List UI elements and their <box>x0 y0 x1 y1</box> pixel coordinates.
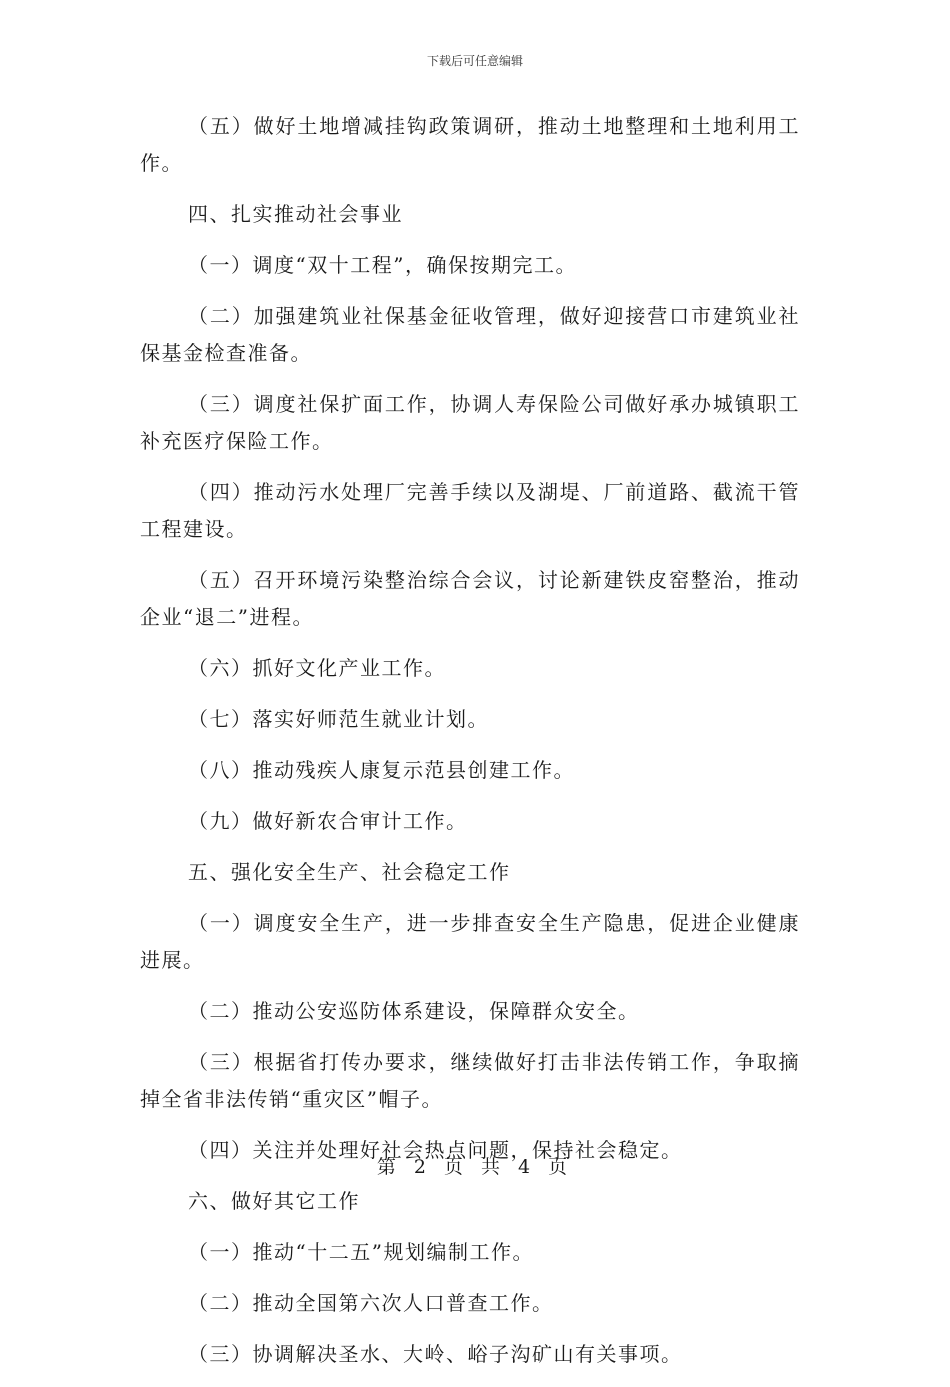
paragraph: （一）调度“双十工程”，确保按期完工。 <box>188 253 577 277</box>
section-heading: 六、做好其它工作 <box>188 1189 360 1213</box>
paragraph: （二）推动全国第六次人口普查工作。 <box>188 1291 554 1315</box>
paragraph: （一）推动“十二五”规划编制工作。 <box>188 1240 534 1264</box>
document-body <box>140 108 800 1387</box>
paragraph: （三）根据省打传办要求，继续做好打击非法传销工作，争取摘掉全省非法传销“重灾区”帽子。 <box>140 1050 800 1111</box>
page-footer: 第 2 页 共 4 页 <box>376 1156 574 1178</box>
paragraph: （二）加强建筑业社保基金征收管理，做好迎接营口市建筑业社保基金检查准备。 <box>140 304 800 365</box>
page-header: 下载后可任意编辑 <box>426 54 523 68</box>
paragraph: （五）做好土地增减挂钩政策调研，推动土地整理和土地利用工作。 <box>140 114 800 175</box>
paragraph: （二）推动公安巡防体系建设，保障群众安全。 <box>188 999 640 1023</box>
paragraph: （三）协调解决圣水、大岭、峪子沟矿山有关事项。 <box>188 1342 683 1366</box>
paragraph: （六）抓好文化产业工作。 <box>188 656 446 680</box>
paragraph: （四）关注并处理好社会热点问题，保持社会稳定。 <box>188 1138 683 1162</box>
section-heading: 五、强化安全生产、社会稳定工作 <box>188 860 511 884</box>
paragraph: （三）调度社保扩面工作，协调人寿保险公司做好承办城镇职工补充医疗保险工作。 <box>140 392 800 453</box>
paragraph: （四）推动污水处理厂完善手续以及湖堤、厂前道路、截流干管工程建设。 <box>140 480 800 541</box>
section-heading: 四、扎实推动社会事业 <box>188 202 403 226</box>
paragraph: （八）推动残疾人康复示范县创建工作。 <box>188 758 575 782</box>
paragraph: （七）落实好师范生就业计划。 <box>188 707 489 731</box>
paragraph: （一）调度安全生产，进一步排查安全生产隐患，促进企业健康进展。 <box>140 911 800 972</box>
paragraph: （五）召开环境污染整治综合会议，讨论新建铁皮窑整治，推动企业“退二”进程。 <box>140 568 800 629</box>
paragraph: （九）做好新农合审计工作。 <box>188 809 468 833</box>
